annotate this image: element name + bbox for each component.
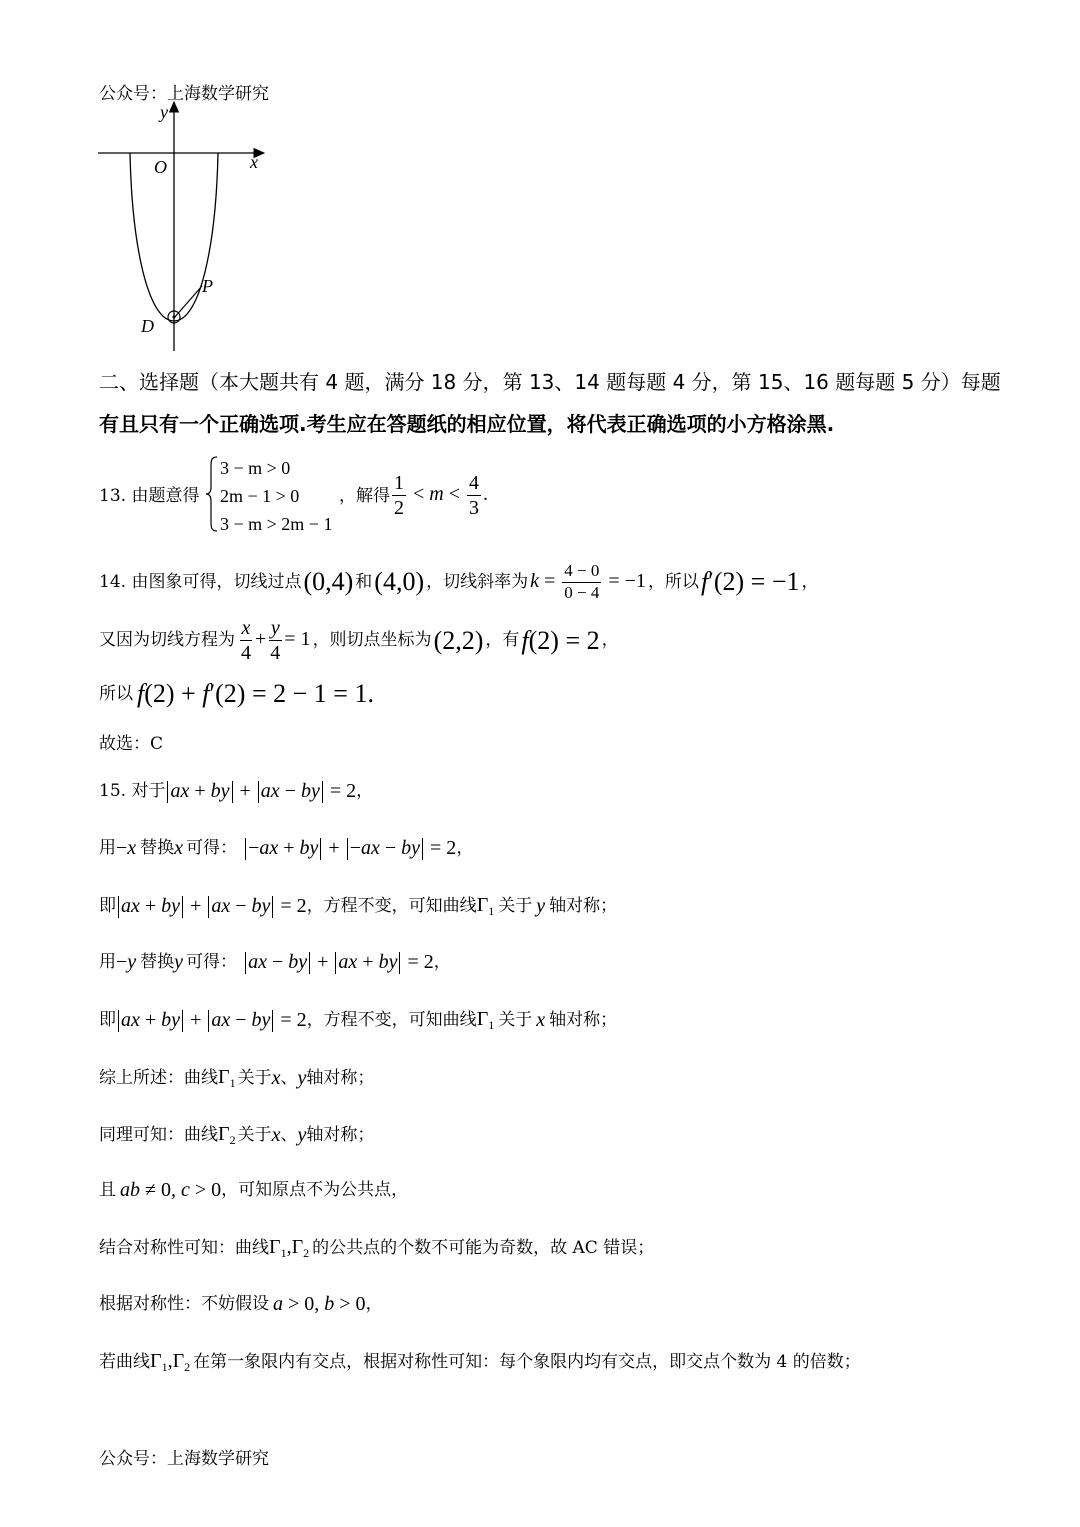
q13-brace	[205, 455, 219, 533]
q14-line2: 又因为切线方程为 $\frac{x}{4}$ + $\frac{y}{4}$ = 1 ，则切点坐标为 (2,2) ，有 f(2) = 2 ，	[99, 617, 619, 664]
q15-l2a: 用	[99, 838, 116, 859]
point-d-dot	[173, 316, 176, 319]
q14-deriv: f′(2) = −1	[700, 567, 800, 597]
q14-pt3: (2,2)	[433, 625, 484, 655]
q15-l6d: 轴对称；	[306, 1068, 375, 1088]
q15-l7: 同理可知：曲线	[99, 1125, 218, 1145]
q14-l2b: ，则切点坐标为	[312, 630, 432, 650]
q15-line5: 即 ax + by + ax − by = 2 ，方程不变，可知曲线 $\Gamma_1$ 关于 x 轴对称；	[99, 1008, 618, 1032]
q15-eq3: ax + by + ax − by = 2	[116, 895, 307, 918]
q14-l2c: ，有	[485, 630, 520, 650]
q15-l3b: ，方程不变，可知曲线	[306, 896, 477, 916]
q15-eq1: ax + by + ax − by = 2	[165, 780, 356, 803]
q15-l9a: 结合对称性可知：曲线	[99, 1238, 269, 1258]
q15-line7: 同理可知：曲线 $\Gamma_2$ 关于 x 、 y 轴对称；	[99, 1123, 375, 1147]
q15-eq4: ax − by + ax + by = 2	[243, 951, 434, 974]
q15-l7c: 、	[280, 1125, 298, 1145]
q14-answer: 故选：C	[99, 734, 164, 754]
q15-l1a: 15. 对于	[99, 781, 166, 802]
y-axis-label: y	[160, 102, 168, 122]
q13-sys-3: 3 − m > 2m − 1	[220, 514, 333, 534]
q15-line2: 用 −x 替换 x 可得： −ax + by + −ax − by = 2 ，	[99, 837, 474, 860]
q15-l4a: 用	[99, 952, 116, 973]
section-title-line1: 二、选择题（本大题共有 4 题，满分 18 分，第 13、14 题每题 4 分，第 15、16 题每题 5 分）每题	[99, 370, 1001, 394]
q14-l1c: ，切线斜率为	[426, 571, 529, 592]
q15-line3: 即 ax + by + ax − by = 2 ，方程不变，可知曲线 $\Gamma_1$ 关于 y 轴对称；	[99, 894, 618, 918]
q14-tangent: $\frac{x}{4}$ + $\frac{y}{4}$ = 1	[241, 617, 311, 664]
point-p-label: P	[202, 276, 213, 296]
q14-pt2: (4,0)	[374, 567, 425, 597]
q15-l5b: ，方程不变，可知曲线	[306, 1010, 477, 1030]
q15-l3d: 轴对称；	[549, 896, 618, 916]
q14-l1a: 14. 由图象可得，切线过点	[99, 571, 302, 592]
q15-l8a: 且	[99, 1180, 116, 1200]
q14-fval: f(2) = 2	[521, 625, 600, 655]
q15-l11a: 若曲线	[99, 1352, 150, 1372]
q14-slope: k = $\frac{4 - 0}{0 - 4}$ = −1	[530, 561, 646, 602]
q15-line4: 用 −y 替换 y 可得： ax − by + ax + by = 2 ，	[99, 951, 451, 974]
q13-sys-2: 2m − 1 > 0	[220, 486, 300, 506]
header-account: 公众号：上海数学研究	[99, 84, 269, 104]
q15-l7d: 轴对称；	[306, 1125, 375, 1145]
q15-l2b: 替换	[140, 838, 175, 859]
q15-l5a: 即	[99, 1010, 116, 1030]
q15-line9: 结合对称性可知：曲线 $\Gamma_1,\Gamma_2$ 的公共点的个数不可能为奇数，故 AC 错误；	[99, 1236, 655, 1260]
q15-l3c: 关于	[498, 896, 533, 916]
q15-l7b: 关于	[237, 1125, 272, 1145]
q15-l6: 综上所述：曲线	[99, 1068, 218, 1088]
point-d-label: D	[141, 316, 154, 336]
q15-line1: 15. 对于 ax + by + ax − by = 2 ，	[99, 780, 374, 802]
x-axis-label: x	[250, 152, 258, 172]
q15-line8: 且 ab ≠ 0, c > 0 ，可知原点不为公共点，	[99, 1179, 409, 1201]
q15-l9b: 的公共点的个数不可能为奇数，故 AC 错误；	[312, 1238, 655, 1258]
q14-line3	[99, 679, 374, 709]
q13-mid: ，解得	[339, 486, 390, 506]
q13-result: $\frac{1}{2}$ < m < $\frac{4}{3}$ .	[394, 472, 489, 519]
q14-l2a: 又因为切线方程为	[99, 630, 235, 650]
q15-eq5: ax + by + ax − by = 2	[116, 1009, 307, 1032]
q14-sum: f(2) + f′(2) = 2 − 1 = 1.	[137, 679, 374, 708]
q13-prefix: 13. 由题意得	[99, 486, 200, 506]
q15-l5d: 轴对称；	[549, 1010, 618, 1030]
q14-l3a: 所以	[99, 683, 133, 704]
q15-l5c: 关于	[498, 1010, 533, 1030]
parabola-figure	[90, 96, 280, 356]
q15-eq2: −ax + by + −ax − by = 2	[243, 837, 456, 860]
q15-l2c: 可得：	[186, 838, 238, 859]
q15-l4b: 替换	[140, 952, 175, 973]
q14-l1b: 和	[355, 571, 373, 592]
q14-pt1: (0,4)	[303, 567, 354, 597]
q14-l1d: ，所以	[647, 571, 699, 592]
q15-l6c: 、	[280, 1068, 298, 1088]
q15-line6: 综上所述：曲线 $\Gamma_1$ 关于 x 、 y 轴对称；	[99, 1066, 375, 1090]
q15-l8b: ，可知原点不为公共点，	[221, 1180, 409, 1200]
q14-line1: 14. 由图象可得，切线过点 (0,4) 和 (4,0) ，切线斜率为 k = $\frac{4 - 0}{0 - 4}$ = −1 ，所以 f′(2) = −1 ，	[99, 561, 819, 602]
section-title-line2: 有且只有一个正确选项.考生应在答题纸的相应位置，将代表正确选项的小方格涂黑.	[99, 412, 835, 436]
q15-line10: 根据对称性：不妨假设 a > 0, b > 0 ，	[99, 1293, 383, 1315]
q13-sys-1: 3 − m > 0	[220, 458, 291, 478]
q15-l10a: 根据对称性：不妨假设	[99, 1294, 269, 1314]
q15-l4c: 可得：	[186, 952, 238, 973]
q15-l6b: 关于	[237, 1068, 272, 1088]
origin-label: O	[154, 157, 167, 177]
footer-account: 公众号：上海数学研究	[99, 1449, 269, 1469]
q15-l11b: 在第一象限内有交点，根据对称性可知：每个象限内均有交点，即交点个数为 4 的倍数；	[193, 1352, 861, 1372]
q15-l3a: 即	[99, 896, 116, 916]
q15-line11: 若曲线 $\Gamma_1,\Gamma_2$ 在第一象限内有交点，根据对称性可知：每个象限内均有交点，即交点个数为 4 的倍数；	[99, 1350, 861, 1374]
